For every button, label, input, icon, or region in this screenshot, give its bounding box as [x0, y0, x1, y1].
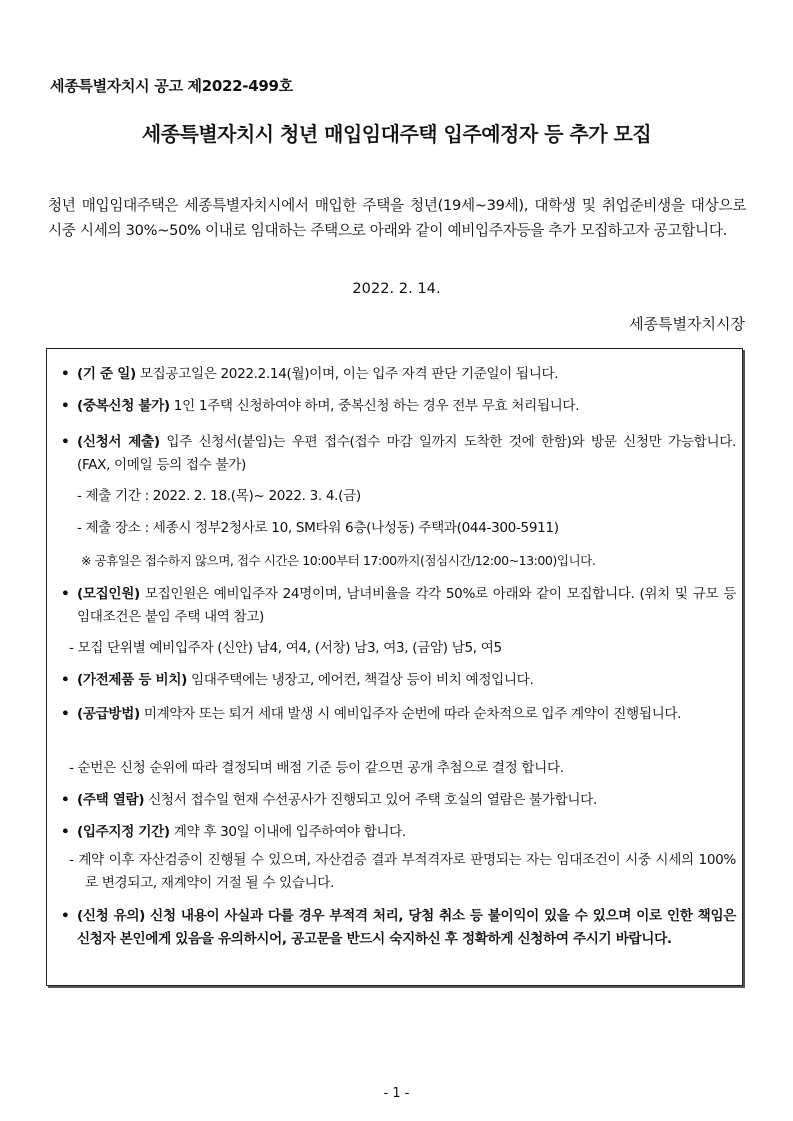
item-label: (기 준 일): [77, 366, 136, 382]
recruit-detail: - 모집 단위별 예비입주자 (신안) 남4, 여4, (서창) 남3, 여3, (금암) 남5, 여5: [69, 640, 502, 656]
item-recruit: [61, 583, 736, 629]
item-caution: [61, 905, 736, 951]
item-text: 1인 1주택 신청하여야 하며, 중복신청 하는 경우 전부 무효 처리됩니다.: [169, 398, 580, 414]
item-label: (모집인원): [77, 586, 140, 602]
item-submission: [61, 431, 736, 477]
item-text: 모집공고일은 2022.2.14(월)이며, 이는 입주 자격 판단 기준일이 됩니다.: [135, 366, 559, 382]
item-appliances: [61, 669, 736, 692]
item-text: 미계약자 또는 퇴거 세대 발생 시 예비입주자 순번에 따라 순차적으로 입주 계약이 진행됩니다.: [139, 706, 682, 722]
item-label: (입주지정 기간): [77, 824, 170, 840]
item-text: 입주 신청서(붙임)는 우편 접수(접수 마감 일까지 도착한 것에 한함)와 방문 신청만 가능합니다. (FAX, 이메일 등의 접수 불가): [77, 434, 737, 473]
page-title: 세종특별자치시 청년 매입임대주택 입주예정자 등 추가 모집: [141, 122, 652, 146]
notice-details-box: [46, 348, 743, 986]
intro-paragraph: 청년 매입임대주택은 세종특별자치시에서 매입한 주택을 청년(19세~39세), 대학생 및 취업준비생을 대상으로 시중 시세의 30%~50% 이내로 임대하는 주택으로 아래와 같이 예비입주자등을 추가 모집하고자 공고합니다.: [48, 197, 746, 239]
item-label: (주택 열람): [77, 792, 145, 808]
item-text: 모집인원은 예비입주자 24명이며, 남녀비율을 각각 50%로 아래와 같이 모집합니다. (위치 및 규모 등 임대조건은 붙임 주택 내역 참고): [77, 586, 736, 625]
item-label: (가전제품 등 비치): [77, 672, 187, 688]
item-text: 신청 내용이 사실과 다를 경우 부적격 처리, 당첨 취소 등 불이익이 있을 수 있으며 이로 인한 책임은 신청자 본인에게 있음을 유의하시어, 공고문을 반드시 숙지하신 후 정확하게 신청하여 주시기 바랍니다.: [77, 908, 737, 947]
page-number: - 1 -: [383, 1086, 410, 1101]
item-base-date: [61, 363, 736, 386]
item-label: (신청 유의): [77, 908, 146, 924]
submission-note: ※ 공휴일은 접수하지 않으며, 접수 시간은 10:00부터 17:00까지(점심시간/12:00~13:00)입니다.: [81, 553, 596, 568]
submission-period: - 제출 기간 : 2022. 2. 18.(목)~ 2022. 3. 4.(금): [77, 488, 361, 504]
item-supply: [61, 703, 736, 726]
notice-number: 세종특별자치시 공고 제2022-499호: [50, 77, 293, 95]
item-move-in: [61, 821, 736, 844]
item-text: 신청서 접수일 현재 수선공사가 진행되고 있어 주택 호실의 열람은 불가합니다.: [144, 792, 597, 808]
item-text: 계약 후 30일 이내에 입주하여야 합니다.: [169, 824, 406, 840]
supply-detail: - 순번은 신청 순위에 따라 결정되며 배점 기준 등이 같으면 공개 추첨으로 결정 합니다.: [69, 760, 564, 776]
move-in-detail: - 계약 이후 자산검증이 진행될 수 있으며, 자산검증 결과 부적격자로 판명되는 자는 임대조건이 시중 시세의 100%로 변경되고, 재계약이 거절 될 수 있습니다.: [69, 852, 736, 891]
item-label: (중복신청 불가): [77, 398, 170, 414]
item-text: 임대주택에는 냉장고, 에어컨, 책걸상 등이 비치 예정입니다.: [186, 672, 534, 688]
item-duplicate: [61, 395, 736, 418]
issuer-name: 세종특별자치시장: [629, 315, 745, 333]
submission-place: - 제출 장소 : 세종시 정부2청사로 10, SM타워 6층(나성동) 주택과(044-300-5911): [77, 520, 559, 536]
item-viewing: [61, 789, 736, 812]
notice-date: 2022. 2. 14.: [352, 280, 441, 297]
item-label: (공급방법): [77, 706, 140, 722]
item-label: (신청서 제출): [77, 434, 160, 450]
